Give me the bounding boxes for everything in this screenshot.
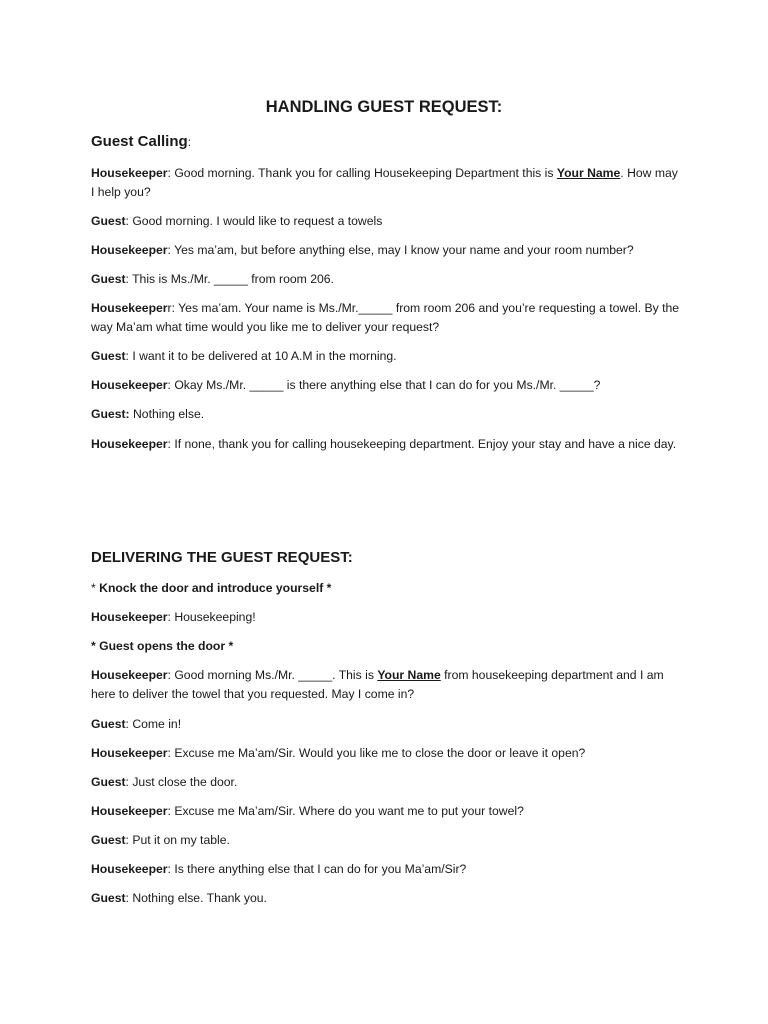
speaker-label: Housekeeper bbox=[91, 243, 168, 257]
dialogue-line bbox=[91, 889, 681, 908]
speaker-label-tail: r bbox=[167, 301, 172, 315]
speaker-label: Guest bbox=[91, 214, 126, 228]
dialogue-text: : Excuse me Ma’am/Sir. Would you like me to close the door or leave it open? bbox=[167, 746, 586, 760]
dialogue-text: : Good morning. Thank you for calling Housekeeping Department this is bbox=[167, 166, 557, 180]
dialogue-text: : Okay Ms./Mr. _____ is there anything else that I can do for you Ms./Mr. _____? bbox=[167, 378, 601, 392]
dialogue-line bbox=[91, 270, 681, 289]
heading-colon: : bbox=[187, 135, 192, 149]
dialogue-text: : Just close the door. bbox=[125, 775, 238, 789]
dialogue-line bbox=[91, 773, 681, 792]
stage-direction-text: * Guest opens the door * bbox=[91, 639, 234, 653]
dialogue-text: : This is Ms./Mr. _____ from room 206. bbox=[125, 272, 334, 286]
placeholder-your-name: Your Name bbox=[377, 668, 441, 682]
dialogue-line bbox=[91, 860, 681, 879]
speaker-label: Housekeeper bbox=[91, 166, 168, 180]
speaker-label: Guest bbox=[91, 717, 126, 731]
dialogue-line bbox=[91, 241, 681, 260]
dialogue-line bbox=[91, 299, 681, 337]
dialogue-line bbox=[91, 376, 681, 395]
dialogue-line bbox=[91, 744, 681, 763]
dialogue-line bbox=[91, 212, 681, 231]
dialogue-line bbox=[91, 164, 681, 202]
dialogue-line bbox=[91, 347, 681, 366]
stage-direction-text: Knock the door and introduce yourself * bbox=[95, 581, 332, 595]
speaker-label: Guest bbox=[91, 349, 126, 363]
dialogue-line bbox=[91, 831, 681, 850]
speaker-label: Guest bbox=[91, 833, 126, 847]
dialogue-text: : Housekeeping! bbox=[167, 610, 256, 624]
speaker-label: Guest: bbox=[91, 407, 130, 421]
placeholder-your-name: Your Name bbox=[556, 166, 621, 180]
dialogue-text: : Put it on my table. bbox=[125, 833, 230, 847]
dialogue-text: . How may I help you? bbox=[91, 166, 678, 199]
dialogue-line bbox=[91, 666, 681, 704]
speaker-label: Housekeeper bbox=[91, 862, 168, 876]
stage-direction bbox=[91, 579, 681, 598]
section-heading-guest-calling bbox=[91, 132, 191, 152]
dialogue-text: : Good morning. I would like to request a towels bbox=[125, 214, 383, 228]
dialogue-text: : Nothing else. Thank you. bbox=[125, 891, 267, 905]
stage-star: * bbox=[91, 581, 96, 595]
speaker-label: Guest bbox=[91, 891, 126, 905]
dialogue-text: : I want it to be delivered at 10 A.M in the morning. bbox=[125, 349, 397, 363]
document-title: HANDLING GUEST REQUEST: bbox=[265, 98, 503, 116]
dialogue-text: Nothing else. bbox=[129, 407, 205, 421]
speaker-label: Housekeeper bbox=[91, 301, 168, 315]
dialogue-line bbox=[91, 435, 681, 454]
dialogue-text: : Excuse me Ma’am/Sir. Where do you want me to put your towel? bbox=[167, 804, 524, 818]
dialogue-text: : Is there anything else that I can do for you Ma’am/Sir? bbox=[167, 862, 467, 876]
dialogue-text: : Yes ma’am. Your name is Ms./Mr._____ from room 206 and you’re requesting a towel. By the way Ma’am what time would you like me to deliver your request? bbox=[91, 301, 680, 334]
speaker-label: Housekeeper bbox=[91, 437, 168, 451]
section-heading-text: Guest Calling bbox=[91, 133, 188, 150]
section-heading-delivering: DELIVERING THE GUEST REQUEST: bbox=[91, 549, 353, 566]
speaker-label: Guest bbox=[91, 272, 126, 286]
speaker-label: Housekeeper bbox=[91, 668, 168, 682]
dialogue-line bbox=[91, 715, 681, 734]
dialogue-line bbox=[91, 608, 681, 627]
speaker-label: Housekeeper bbox=[91, 610, 168, 624]
stage-direction bbox=[91, 637, 681, 656]
dialogue-text: from housekeeping department and I am here to deliver the towel that you requested. May I come in? bbox=[91, 668, 664, 701]
dialogue-text: : Come in! bbox=[125, 717, 182, 731]
speaker-label: Guest bbox=[91, 775, 126, 789]
dialogue-text: : Yes ma’am, but before anything else, may I know your name and your room number? bbox=[167, 243, 634, 257]
speaker-label: Housekeeper bbox=[91, 746, 168, 760]
dialogue-text: : If none, thank you for calling housekeeping department. Enjoy your stay and have a nice day. bbox=[167, 437, 677, 451]
dialogue-line bbox=[91, 802, 681, 821]
speaker-label: Housekeeper bbox=[91, 804, 168, 818]
dialogue-text: : Good morning Ms./Mr. _____. This is bbox=[167, 668, 378, 682]
dialogue-line bbox=[91, 405, 681, 424]
speaker-label: Housekeeper bbox=[91, 378, 168, 392]
